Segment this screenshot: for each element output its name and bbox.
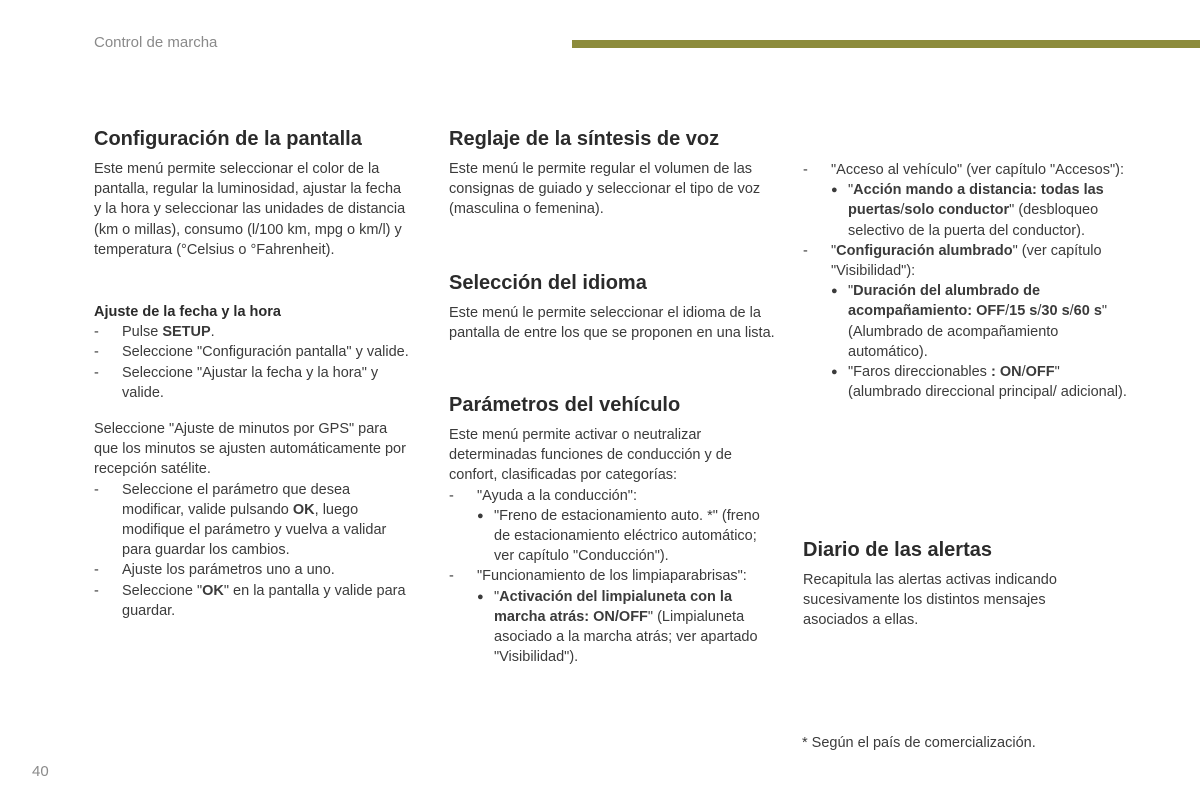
date-time-subtitle: Ajuste de la fecha y la hora — [94, 304, 281, 321]
section-title-language: Selección del idioma — [449, 271, 647, 294]
footnote: * Según el país de comercialización. — [802, 735, 1036, 751]
list-item: - Seleccione "Ajustar la fecha y la hora" y valide. — [94, 363, 412, 403]
column-voice-language-vehicle — [449, 127, 775, 667]
list-item: - Seleccione "Configuración pantalla" y valide. — [94, 342, 412, 362]
list-item: - "Funcionamiento de los limpiaparabrisas": ● "Activación del limpialuneta con la marcha atrás: ON/OFF" (Limpialuneta asociado a la marcha atrás; ver apartado "Visibilidad"). — [449, 566, 775, 667]
ayuda-sublist — [477, 506, 775, 567]
list-item: - Seleccione "OK" en la pantalla y valide para guardar. — [94, 581, 412, 621]
section-title-alerts: Diario de las alertas — [803, 539, 992, 561]
access-sublist — [831, 180, 1131, 241]
list-item: ● "Faros direccionables : ON/OFF" (alumbrado direccional principal/ adicional). — [831, 362, 1131, 402]
language-text: Este menú le permite seleccionar el idioma de la pantalla de entre los que se proponen en una lista. — [449, 304, 775, 341]
vehicle-categories — [449, 486, 775, 668]
section-title-vehicle: Parámetros del vehículo — [449, 394, 681, 417]
gps-intro: Seleccione "Ajuste de minutos por GPS" para que los minutos se ajusten automáticamente por recepción satélite. — [94, 421, 406, 478]
vehicle-text: Este menú permite activar o neutralizar determinadas funciones de conducción y de confort, clasificadas por categorías: — [449, 427, 732, 484]
date-time-steps — [94, 322, 412, 403]
access-lighting-list — [803, 160, 1131, 402]
column-access-lighting — [803, 160, 1131, 402]
gps-steps — [94, 480, 412, 621]
list-item: ● "Acción mando a distancia: todas las puertas/solo conductor" (desbloqueo selectivo de la puerta del conductor). — [831, 180, 1131, 241]
alerts-text: Recapitula las alertas activas indicando sucesivamente los distintos mensajes asociados a ellas. — [803, 572, 1057, 629]
voice-text: Este menú le permite regular el volumen de las consignas de guiado y seleccionar el tipo de voz (masculina o femenina). — [449, 161, 761, 218]
display-intro: Este menú permite seleccionar el color de la pantalla, regular la luminosidad, ajustar la fecha y la hora y seleccionar las unidades de distancia (km o millas), consumo (l/100 km, mpg o km/l) y temperatura (°Celsius o °Fahrenheit). — [94, 161, 406, 258]
page-number: 40 — [32, 763, 49, 780]
running-header-title: Control de marcha — [94, 34, 218, 51]
section-title-voice: Reglaje de la síntesis de voz — [449, 128, 720, 150]
list-item: ● "Activación del limpialuneta con la marcha atrás: ON/OFF" (Limpialuneta asociado a la marcha atrás; ver apartado "Visibilidad"). — [477, 587, 775, 668]
header-rule — [572, 40, 1200, 48]
list-item: - "Configuración alumbrado" (ver capítulo "Visibilidad"): ● "Duración del alumbrado de acompañamiento: OFF/15 s/30 s/60 s" (Alumbrado de acompañamiento automático). ● "Faros direccionables : ON/OFF" (alumbrado direccional principal/ adicional). — [803, 241, 1131, 403]
list-item: - Pulse SETUP. — [94, 322, 412, 342]
lighting-sublist — [831, 281, 1131, 402]
list-item: - Seleccione el parámetro que desea modificar, valide pulsando OK, luego modifique el parámetro y vuelva a validar para guardar los cambios. — [94, 480, 412, 561]
list-item: - "Acceso al vehículo" (ver capítulo "Accesos"): ● "Acción mando a distancia: todas las puertas/solo conductor" (desbloqueo selectivo de la puerta del conductor). — [803, 160, 1131, 241]
column-display-settings — [94, 127, 412, 621]
section-title-display: Configuración de la pantalla — [94, 128, 362, 150]
limpia-sublist — [477, 587, 775, 668]
list-item: - Ajuste los parámetros uno a uno. — [94, 560, 412, 580]
list-item: - "Ayuda a la conducción": ● "Freno de estacionamiento auto. *" (freno de estacionamiento eléctrico automático; ver capítulo "Conducción"). — [449, 486, 775, 567]
list-item: ● "Duración del alumbrado de acompañamiento: OFF/15 s/30 s/60 s" (Alumbrado de acompañamiento automático). — [831, 281, 1131, 362]
list-item: ● "Freno de estacionamiento auto. *" (freno de estacionamiento eléctrico automático; ver capítulo "Conducción"). — [477, 506, 775, 567]
alerts-section — [803, 538, 1103, 631]
